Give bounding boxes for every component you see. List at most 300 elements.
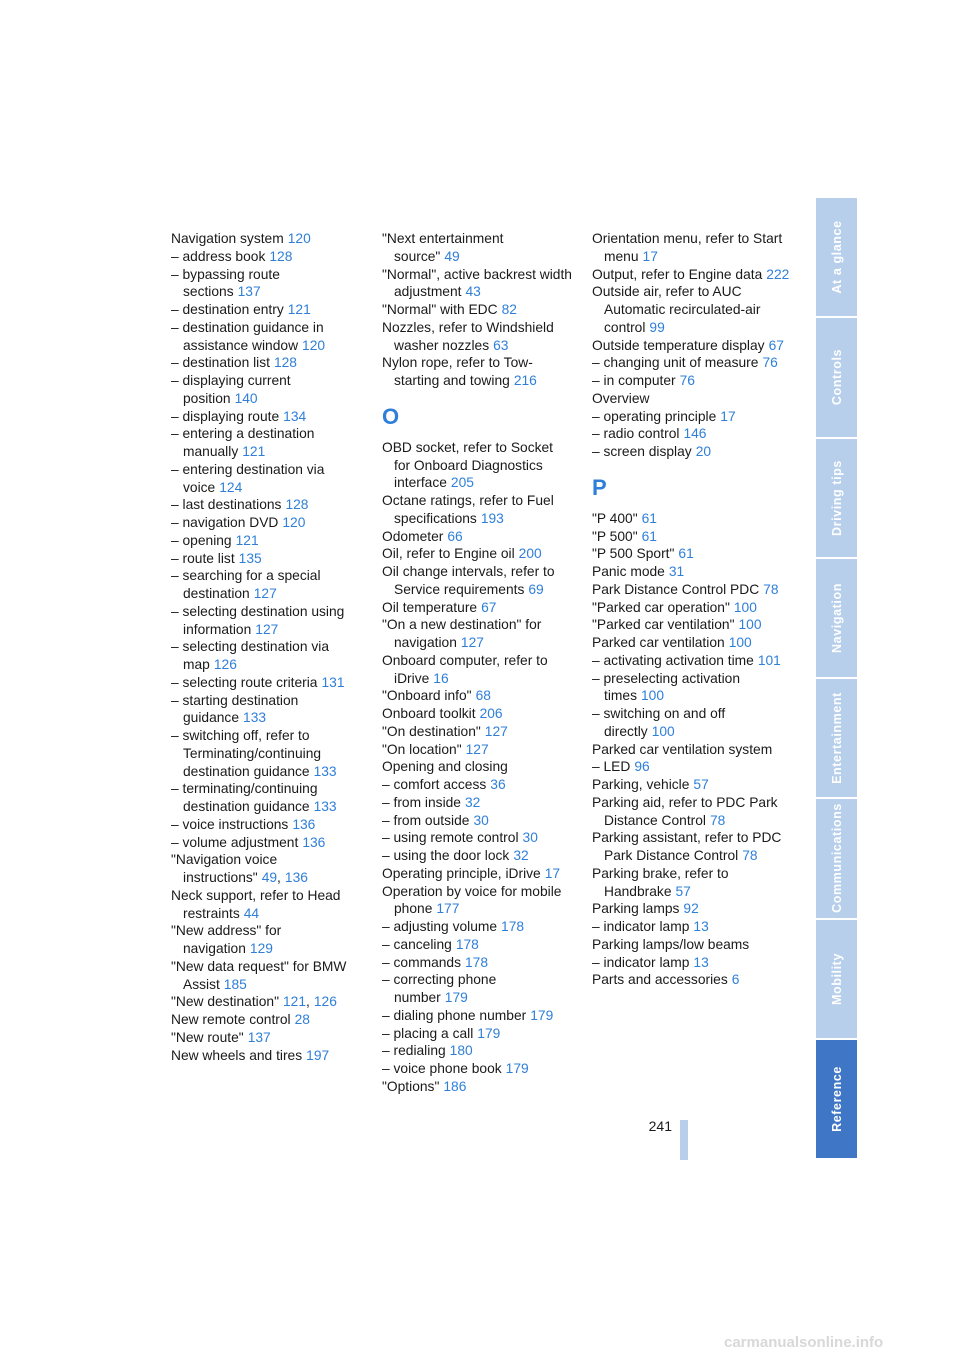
- page-reference-link[interactable]: 140: [234, 390, 258, 406]
- page-reference-link[interactable]: 121: [235, 532, 259, 548]
- index-entry: [171, 266, 361, 302]
- index-entry-term: – address book: [171, 248, 266, 264]
- index-entry-term: – voice instructions: [171, 816, 289, 832]
- page-reference-link[interactable]: 178: [455, 936, 479, 952]
- index-entry-term: – destination guidance in assistance window: [171, 319, 324, 353]
- index-entry-term: – canceling: [382, 936, 452, 952]
- chapter-tab-navigation[interactable]: [816, 559, 857, 679]
- index-entry: [382, 687, 572, 705]
- index-entry: [382, 563, 572, 599]
- index-entry: [592, 705, 792, 741]
- index-entry: [592, 954, 792, 972]
- page-reference-link[interactable]: 100: [728, 635, 752, 650]
- index-entry-term: "P 400": [592, 510, 638, 526]
- index-entry: [382, 865, 572, 883]
- index-entry-term: – entering destination via voice: [171, 461, 325, 495]
- index-entry: [592, 390, 792, 408]
- page-reference-link[interactable]: 78: [763, 581, 779, 597]
- index-entry-term: Parking, vehicle: [592, 777, 690, 792]
- page-reference-link[interactable]: 129: [249, 941, 273, 956]
- index-entry-term: "P 500": [592, 528, 638, 544]
- page-reference-link[interactable]: 186: [443, 1078, 467, 1094]
- index-entry-term: Operation by voice for mobile phone: [382, 883, 562, 917]
- index-entry: [171, 319, 361, 355]
- index-entry-term: – selecting destination using information: [171, 603, 345, 637]
- index-entry: [382, 439, 572, 492]
- index-entry-term: – adjusting volume: [382, 919, 498, 934]
- index-entry: [171, 354, 361, 372]
- index-entry: [171, 248, 361, 266]
- index-entry-term: – volume adjustment: [171, 834, 299, 850]
- index-column-3: [592, 230, 792, 989]
- index-entry-term: Oil, refer to Engine oil: [382, 546, 515, 562]
- index-entry: [382, 883, 572, 919]
- chapter-tab-reference[interactable]: [816, 1040, 857, 1160]
- page-reference-link[interactable]: 126: [313, 994, 337, 1010]
- index-entry-term: "Parked car ventilation": [592, 617, 735, 633]
- index-entry: [171, 993, 361, 1011]
- page-reference-link[interactable]: 82: [501, 302, 517, 317]
- index-entry: [171, 567, 361, 603]
- index-entry-term: Parking brake, refer to Handbrake: [592, 865, 729, 899]
- index-entry-term: "Normal", active backrest width adjustment: [382, 266, 572, 300]
- page-reference-link[interactable]: 49: [444, 248, 460, 264]
- index-entry: [592, 865, 792, 901]
- page-reference-link[interactable]: 179: [530, 1007, 554, 1023]
- page-reference-link[interactable]: 128: [269, 248, 293, 264]
- page-reference-link[interactable]: 137: [247, 1029, 271, 1045]
- index-entry: [592, 776, 792, 794]
- chapter-tab-mobility[interactable]: [816, 920, 857, 1040]
- index-entry-term: Parts and accessories: [592, 972, 728, 988]
- index-entry-term: New remote control: [171, 1012, 291, 1027]
- page-reference-link[interactable]: 197: [306, 1047, 330, 1063]
- index-entry: [171, 372, 361, 408]
- index-entry: [592, 545, 792, 563]
- page-ref-separator: ,: [306, 994, 310, 1010]
- index-entry: [171, 496, 361, 514]
- index-entry: [592, 616, 792, 634]
- index-entry: [592, 670, 792, 706]
- index-entry-term: – terminating/continuing destination guidance: [171, 781, 318, 814]
- index-entry-term: – from inside: [382, 794, 461, 810]
- index-entry-term: "New address" for navigation: [171, 923, 282, 956]
- index-entry: [382, 230, 572, 266]
- index-entry: [171, 851, 361, 887]
- index-entry: [592, 936, 792, 954]
- index-entry-term: Park Distance Control PDC: [592, 581, 760, 597]
- index-column-2: [382, 230, 572, 1096]
- page-reference-link[interactable]: 178: [464, 954, 489, 970]
- index-entry-term: Neck support, refer to Head restraints: [171, 887, 341, 921]
- index-entry-term: – changing unit of measure: [592, 355, 759, 371]
- page-reference-link[interactable]: 180: [449, 1043, 473, 1059]
- index-entry: [592, 918, 792, 936]
- page-reference-link[interactable]: 179: [505, 1061, 529, 1076]
- index-entry-term: Orientation menu, refer to Start menu: [592, 231, 783, 264]
- page-reference-link[interactable]: 36: [490, 777, 506, 792]
- index-entry-term: Oil temperature: [382, 599, 478, 615]
- index-entry-term: – using the door lock: [382, 848, 510, 863]
- page-reference-link[interactable]: 127: [460, 635, 484, 650]
- index-entry-term: New wheels and tires: [171, 1047, 303, 1063]
- page-reference-link[interactable]: 61: [678, 546, 694, 562]
- page-reference-link[interactable]: 179: [477, 1025, 501, 1041]
- index-entry: [382, 616, 572, 652]
- page-reference-link[interactable]: 133: [313, 763, 337, 779]
- index-entry: [592, 372, 792, 390]
- chapter-tab-label: Controls: [829, 349, 844, 406]
- index-entry: [592, 354, 792, 372]
- page-reference-link[interactable]: 30: [522, 830, 538, 846]
- index-entry-term: Output, refer to Engine data: [592, 266, 763, 282]
- page-reference-link[interactable]: 100: [651, 723, 675, 739]
- index-entry: [592, 599, 792, 617]
- page-reference-link[interactable]: 67: [768, 337, 784, 353]
- page-reference-link[interactable]: 121: [282, 994, 306, 1010]
- page-reference-link[interactable]: 76: [762, 355, 778, 371]
- index-entry-term: – from outside: [382, 812, 470, 828]
- page-reference-link[interactable]: 57: [675, 883, 691, 899]
- page-reference-link[interactable]: 17: [720, 408, 736, 424]
- index-entry: [592, 794, 792, 830]
- chapter-tab-at-a-glance[interactable]: [816, 198, 857, 318]
- index-entry: [382, 1007, 572, 1025]
- page-reference-link[interactable]: 206: [479, 706, 503, 721]
- page-reference-link[interactable]: 146: [683, 426, 707, 442]
- index-entry: [592, 283, 792, 336]
- index-entry-term: "Next entertainment source": [382, 231, 504, 264]
- page-reference-link[interactable]: 120: [287, 231, 311, 246]
- index-entry-term: Opening and closing: [382, 759, 508, 775]
- index-entry-term: – dialing phone number: [382, 1007, 527, 1023]
- page-reference-link[interactable]: 133: [313, 799, 337, 814]
- index-entry-term: "On a new destination" for navigation: [382, 617, 542, 650]
- page-reference-link[interactable]: 67: [481, 599, 497, 615]
- page-reference-link[interactable]: 76: [679, 373, 695, 388]
- page-reference-link[interactable]: 222: [766, 266, 790, 282]
- index-entry-term: – starting destination guidance: [171, 692, 299, 726]
- index-entry-term: – placing a call: [382, 1025, 474, 1041]
- index-entry-term: – entering a destination manually: [171, 426, 315, 459]
- index-entry: [171, 958, 361, 994]
- page-reference-link[interactable]: 135: [238, 550, 262, 566]
- index-entry: [382, 723, 572, 741]
- page-reference-link[interactable]: 127: [465, 741, 489, 757]
- index-entry-term: Parking lamps/low beams: [592, 936, 750, 952]
- index-entry: [592, 741, 792, 759]
- index-entry: [171, 1047, 361, 1065]
- index-entry: [171, 922, 361, 958]
- index-entry-term: – activating activation time: [592, 652, 754, 668]
- index-letter-heading: P: [592, 474, 607, 500]
- chapter-sidebar: [816, 198, 857, 1160]
- index-letter-heading: O: [382, 403, 400, 429]
- page-reference-link[interactable]: 216: [513, 373, 537, 388]
- index-entry: [171, 301, 361, 319]
- page-reference-link[interactable]: 44: [243, 905, 260, 921]
- index-entry-term: Panic mode: [592, 564, 665, 579]
- page-reference-link[interactable]: 61: [641, 510, 657, 526]
- chapter-tab-label: Entertainment: [829, 692, 844, 785]
- index-entry-term: "P 500 Sport": [592, 546, 675, 562]
- page-reference-link[interactable]: 99: [649, 319, 665, 335]
- page-reference-link[interactable]: 16: [433, 670, 449, 686]
- index-entry-term: Parking aid, refer to PDC Park Distance Control: [592, 794, 778, 828]
- index-entry-term: – commands: [382, 954, 461, 970]
- page-reference-link[interactable]: 32: [464, 794, 481, 810]
- page-reference-link[interactable]: 17: [544, 865, 561, 881]
- index-column-1: [171, 230, 361, 1064]
- index-entry: [171, 887, 361, 923]
- page-reference-link[interactable]: 61: [641, 528, 657, 544]
- index-entry-term: – switching off, refer to Terminating/continuing destination guidance: [171, 728, 322, 779]
- chapter-tab-controls[interactable]: [816, 318, 857, 438]
- index-entry: [592, 408, 792, 426]
- page-reference-link[interactable]: 131: [321, 674, 345, 690]
- page-reference-link[interactable]: 63: [493, 337, 509, 353]
- index-entry-term: – destination entry: [171, 302, 284, 317]
- index-entry: [382, 812, 572, 830]
- page-number-bar: [680, 1120, 688, 1160]
- chapter-tab-label: Mobility: [829, 952, 844, 1005]
- index-entry: [171, 816, 361, 834]
- index-entry: [382, 1025, 572, 1043]
- index-entry-term: – destination list: [171, 355, 270, 371]
- page-reference-link[interactable]: 124: [219, 479, 243, 495]
- index-entry-term: – comfort access: [382, 777, 487, 792]
- page-reference-link[interactable]: 96: [634, 759, 650, 775]
- index-entry-term: Parking lamps: [592, 901, 680, 917]
- index-entry-term: "Onboard info": [382, 688, 472, 704]
- index-entry-term: – correcting phone number: [382, 972, 497, 1005]
- page-reference-link[interactable]: 185: [223, 976, 247, 992]
- page-number: 241: [648, 1118, 672, 1134]
- page-reference-link[interactable]: 120: [302, 337, 326, 353]
- page-reference-link[interactable]: 128: [285, 497, 309, 513]
- page-reference-link[interactable]: 30: [473, 812, 489, 828]
- index-entry-term: – in computer: [592, 373, 676, 388]
- page-reference-link[interactable]: 92: [683, 901, 699, 917]
- index-entry-term: – using remote control: [382, 830, 519, 846]
- index-entry-term: – selecting destination via map: [171, 639, 329, 672]
- index-entry-term: – route list: [171, 550, 235, 566]
- index-entry: [382, 829, 572, 847]
- page-reference-link[interactable]: 100: [738, 617, 762, 633]
- index-entry-term: Onboard toolkit: [382, 706, 476, 721]
- chapter-tab-label: Reference: [829, 1065, 844, 1132]
- page-reference-link[interactable]: 13: [693, 954, 709, 970]
- chapter-tab-label: Driving tips: [829, 459, 844, 536]
- index-entry-term: – redialing: [382, 1043, 446, 1059]
- page-reference-link[interactable]: 100: [640, 688, 664, 704]
- index-entry: [592, 230, 792, 266]
- index-entry-term: "On location": [382, 741, 462, 757]
- index-entry-term: Overview: [592, 390, 650, 406]
- index-entry-term: – navigation DVD: [171, 515, 279, 530]
- page-reference-link[interactable]: 134: [283, 408, 307, 424]
- page-reference-link[interactable]: 32: [513, 848, 529, 863]
- index-entry-term: – voice phone book: [382, 1061, 502, 1076]
- chapter-tab-driving-tips[interactable]: [816, 439, 857, 559]
- index-entry: [382, 847, 572, 865]
- page-reference-link[interactable]: 100: [733, 599, 757, 615]
- index-entry-term: Parking assistant, refer to PDC Park Distance Control: [592, 830, 782, 863]
- index-entry: [382, 266, 572, 302]
- index-entry: [171, 727, 361, 780]
- index-entry: [171, 692, 361, 728]
- index-entry-term: – screen display: [592, 444, 692, 459]
- index-entry-term: – operating principle: [592, 408, 717, 424]
- index-entry-term: Outside temperature display: [592, 337, 765, 353]
- page-reference-link[interactable]: 205: [450, 475, 474, 491]
- page-reference-link[interactable]: 121: [287, 302, 311, 317]
- index-entry: [592, 425, 792, 443]
- index-entry: [382, 1042, 572, 1060]
- page-reference-link[interactable]: 66: [447, 528, 463, 544]
- index-entry: [382, 545, 572, 563]
- index-entry: [382, 492, 572, 528]
- index-entry: [592, 266, 792, 284]
- index-entry: [171, 603, 361, 639]
- index-entry: [171, 638, 361, 674]
- index-entry: [592, 634, 792, 652]
- index-entry-term: Operating principle, iDrive: [382, 865, 541, 881]
- index-entry: [382, 776, 572, 794]
- index-entry-term: Navigation system: [171, 231, 284, 246]
- index-entry-term: Odometer: [382, 528, 444, 544]
- index-entry: [171, 780, 361, 816]
- index-entry-term: – last destinations: [171, 497, 282, 513]
- index-entry: [382, 758, 572, 776]
- index-entry: [171, 834, 361, 852]
- page-reference-link[interactable]: 137: [237, 284, 261, 300]
- chapter-tab-label: Communications: [829, 803, 844, 914]
- page-reference-link[interactable]: 69: [528, 581, 544, 597]
- page-reference-link[interactable]: 120: [282, 515, 306, 530]
- chapter-tab-entertainment[interactable]: [816, 679, 857, 799]
- index-entry: [382, 652, 572, 688]
- index-entry-term: "Normal" with EDC: [382, 302, 498, 317]
- index-entry: [592, 971, 792, 989]
- index-entry: [382, 1078, 572, 1096]
- page-reference-link[interactable]: 127: [255, 621, 279, 637]
- index-entry-term: – searching for a special destination: [171, 568, 321, 601]
- index-entry: [382, 1060, 572, 1078]
- page-reference-link[interactable]: 128: [273, 355, 297, 371]
- index-entry: [382, 954, 572, 972]
- chapter-tab-label: Navigation: [829, 582, 844, 653]
- index-entry-term: – selecting route criteria: [171, 674, 318, 690]
- index-entry: [171, 532, 361, 550]
- index-entry: [171, 1029, 361, 1047]
- page-reference-link[interactable]: 136: [302, 834, 326, 850]
- index-entry: [592, 528, 792, 546]
- page-reference-link[interactable]: 126: [213, 657, 237, 672]
- page-reference-link[interactable]: 28: [294, 1012, 310, 1027]
- page-reference-link[interactable]: 121: [242, 444, 266, 459]
- index-entry-term: – displaying current position: [171, 373, 291, 406]
- index-entry-term: – switching on and off directly: [592, 706, 726, 739]
- index-entry: [592, 581, 792, 599]
- chapter-tab-communications[interactable]: [816, 799, 857, 919]
- page-reference-link[interactable]: 200: [518, 546, 542, 562]
- chapter-tab-label: At a glance: [829, 220, 844, 294]
- page-reference-link[interactable]: 178: [501, 919, 525, 934]
- page-ref-separator: ,: [277, 870, 281, 885]
- index-entry: [382, 319, 572, 355]
- page-reference-link[interactable]: 49: [261, 870, 278, 885]
- index-entry-term: OBD socket, refer to Socket for Onboard Diagnostics interface: [382, 439, 553, 491]
- index-entry: [592, 758, 792, 776]
- index-entry-term: – bypassing route sections: [171, 266, 280, 300]
- page-reference-link[interactable]: 177: [436, 901, 460, 917]
- index-entry: [171, 408, 361, 426]
- index-entry: [171, 674, 361, 692]
- page-reference-link[interactable]: 20: [695, 444, 712, 459]
- index-entry: [382, 301, 572, 319]
- page-reference-link[interactable]: 17: [642, 248, 658, 264]
- page-reference-link[interactable]: 68: [475, 688, 491, 704]
- index-entry-term: "New destination": [171, 994, 279, 1010]
- index-entry: [171, 461, 361, 497]
- index-entry: [382, 794, 572, 812]
- page-reference-link[interactable]: 6: [731, 972, 740, 988]
- index-entry-term: – indicator lamp: [592, 954, 690, 970]
- index-entry: [592, 829, 792, 865]
- page-reference-link[interactable]: 136: [292, 816, 316, 832]
- page-reference-link[interactable]: 179: [444, 990, 468, 1005]
- page-reference-link[interactable]: 127: [484, 723, 508, 739]
- index-entry-term: "Navigation voice instructions": [171, 852, 278, 885]
- index-entry-term: Oil change intervals, refer to Service requirements: [382, 564, 555, 597]
- index-entry: [592, 563, 792, 581]
- page-reference-link[interactable]: 127: [253, 586, 277, 601]
- page-reference-link[interactable]: 43: [465, 284, 481, 300]
- index-entry: [592, 337, 792, 355]
- index-entry: [382, 936, 572, 954]
- index-entry: [382, 971, 572, 1007]
- page-reference-link[interactable]: 101: [757, 652, 781, 668]
- page-reference-link[interactable]: 193: [480, 510, 504, 526]
- index-entry: [592, 443, 792, 461]
- index-entry-term: "Parked car operation": [592, 599, 730, 615]
- index-entry-term: Outside air, refer to AUC Automatic recirculated-air control: [592, 284, 761, 335]
- index-entry: [171, 425, 361, 461]
- page-reference-link[interactable]: 78: [710, 812, 726, 828]
- page-reference-link[interactable]: 78: [742, 848, 758, 863]
- index-entry: [382, 918, 572, 936]
- index-entry-term: Nozzles, refer to Windshield washer nozzles: [382, 319, 554, 353]
- index-entry: [382, 354, 572, 390]
- index-entry-term: Octane ratings, refer to Fuel specifications: [382, 493, 554, 526]
- index-entry-term: Parked car ventilation: [592, 635, 725, 650]
- index-entry-term: – opening: [171, 532, 232, 548]
- index-entry: [171, 550, 361, 568]
- page-reference-link[interactable]: 136: [284, 870, 308, 885]
- index-entry: [382, 528, 572, 546]
- index-entry-term: Parked car ventilation system: [592, 741, 773, 757]
- index-entry: [171, 514, 361, 532]
- index-entry-term: "On destination": [382, 723, 481, 739]
- page-reference-link[interactable]: 133: [243, 710, 267, 726]
- page-reference-link[interactable]: 57: [693, 777, 709, 792]
- index-entry-term: – indicator lamp: [592, 919, 690, 934]
- page-reference-link[interactable]: 31: [668, 564, 685, 579]
- page-reference-link[interactable]: 13: [693, 919, 709, 934]
- index-entry-term: – radio control: [592, 426, 680, 442]
- index-entry: [171, 230, 361, 248]
